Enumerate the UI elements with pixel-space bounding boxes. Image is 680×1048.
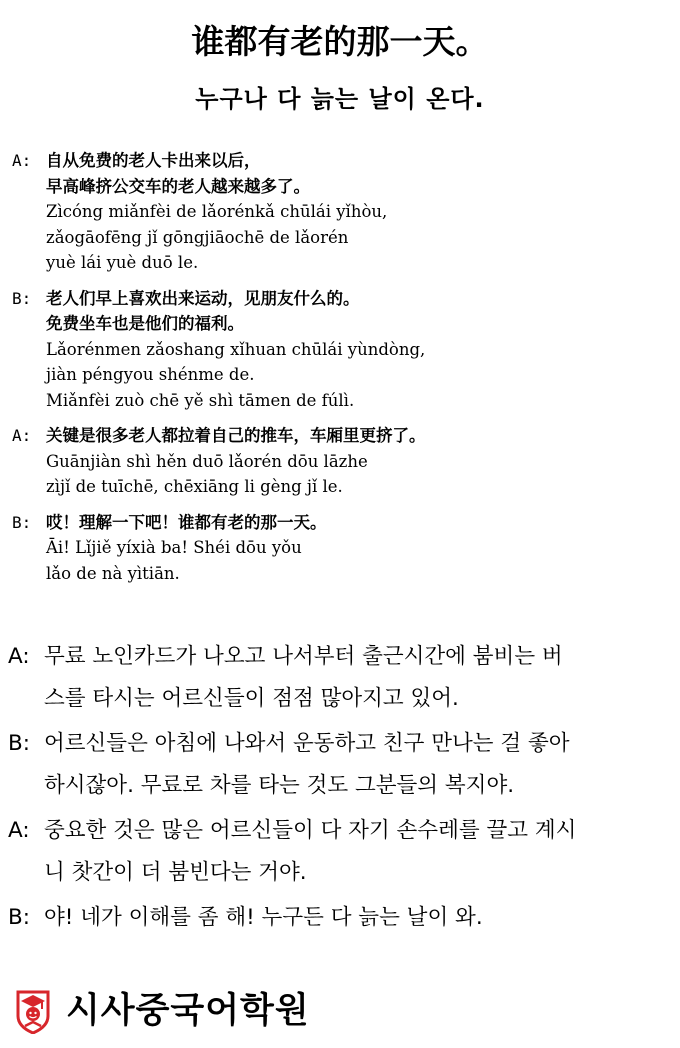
translation-speaker: B: (8, 731, 30, 756)
speaker-label: A: (12, 151, 32, 170)
graduate-emblem-icon (10, 988, 56, 1034)
chinese-line: 免费坐车也是他们的福利。 (46, 314, 244, 333)
page-subtitle: 누구나 다 늙는 날이 온다. (195, 85, 485, 113)
korean-translation (8, 636, 672, 942)
chinese-line: 老人们早上喜欢出来运动，见朋友什么的。 (46, 288, 360, 308)
chinese-line: 早高峰挤公交车的老人越来越多了。 (46, 176, 310, 196)
speaker-label: B: (12, 512, 32, 532)
translation-speaker: B: (8, 905, 30, 930)
translation-text: 어르신들은 아침에 나와서 운동하고 친구 만나는 걸 좋아 하시잖아. 무료로 차를 타는 것도 그분들의 복지야. (44, 731, 570, 798)
translation-item (8, 636, 672, 720)
pinyin-line: Lǎorénmen zǎoshang xǐhuan chūlái yùndòng, (46, 339, 426, 359)
chinese-dialogue (12, 148, 672, 596)
translation-text: 중요한 것은 많은 어르신들이 다 자기 손수레를 끌고 계시 니 찻간이 더 붐빈다는 거야. (44, 818, 577, 885)
pinyin-line: Āi! Lǐjiě yíxià ba! Shéi dōu yǒu (46, 538, 302, 557)
dialogue-turn (12, 286, 672, 414)
translation-speaker: A: (8, 818, 30, 843)
translation-text: 무료 노인카드가 나오고 나서부터 출근시간에 붐비는 버 스를 타시는 어르신들이 점점 많아지고 있어. (44, 644, 563, 711)
chinese-line: 自从免费的老人卡出来以后， (46, 151, 261, 170)
pinyin-line: jiàn péngyou shénme de. (46, 365, 255, 384)
chinese-line: 关键是很多老人都拉着自己的推车，车厢里更挤了。 (46, 426, 426, 445)
pinyin-line: zìjǐ de tuīchē, chēxiāng li gèng jǐ le. (46, 477, 343, 496)
pinyin-line: Guānjiàn shì hěn duō lǎorén dōu lāzhe (46, 451, 368, 471)
dialogue-turn (12, 148, 672, 276)
speaker-label: B: (12, 288, 32, 308)
translation-speaker: A: (8, 644, 30, 669)
brand-name: 시사중국어학원 (66, 991, 310, 1031)
translation-item (8, 897, 672, 939)
dialogue-turn (12, 510, 672, 587)
speaker-label: A: (12, 426, 32, 445)
translation-text: 야! 네가 이해를 좀 해! 누구든 다 늙는 날이 와. (44, 905, 483, 930)
translation-item (8, 810, 672, 894)
pinyin-line: lǎo de nà yìtiān. (46, 563, 180, 583)
page-title: 谁都有老的那一天。 (191, 22, 489, 61)
pinyin-line: Miǎnfèi zuò chē yě shì tāmen de fúlì. (46, 390, 355, 410)
pinyin-line: yuè lái yuè duō le. (46, 253, 199, 272)
pinyin-line: Zìcóng miǎnfèi de lǎorénkǎ chūlái yǐhòu, (46, 202, 388, 221)
brand-footer (10, 984, 310, 1038)
translation-item (8, 723, 672, 807)
dialogue-turn (12, 423, 672, 500)
pinyin-line: zǎogāofēng jǐ gōngjiāochē de lǎorén (46, 227, 349, 247)
chinese-line: 哎！理解一下吧！谁都有老的那一天。 (46, 512, 327, 532)
